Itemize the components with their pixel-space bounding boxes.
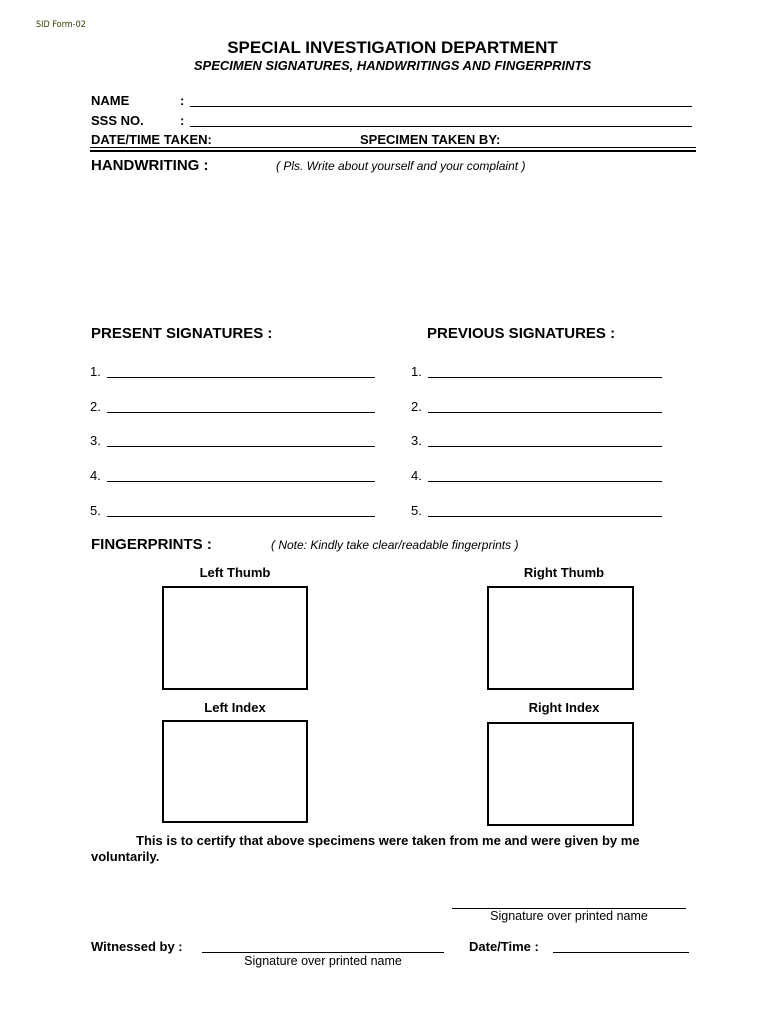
previous-signature-line[interactable] — [428, 446, 662, 447]
previous-sig-num: 4. — [411, 468, 422, 483]
name-field[interactable] — [190, 106, 692, 107]
page-title: SPECIAL INVESTIGATION DEPARTMENT — [227, 38, 558, 57]
previous-sig-num: 5. — [411, 503, 422, 518]
left-thumb-box[interactable] — [162, 586, 308, 690]
witness-caption: Signature over printed name — [244, 954, 402, 968]
present-signature-line[interactable] — [107, 377, 375, 378]
left-thumb-label: Left Thumb — [199, 565, 271, 580]
sss-colon: : — [180, 113, 185, 128]
previous-signature-line[interactable] — [428, 516, 662, 517]
certification-text: This is to certify that above specimens were taken from me and were given by me voluntarily. — [91, 833, 640, 864]
sss-field[interactable] — [190, 126, 692, 127]
previous-sig-num: 2. — [411, 399, 422, 414]
name-label: NAME — [91, 93, 130, 108]
fingerprints-note: ( Note: Kindly take clear/readable fingerprints ) — [271, 538, 519, 552]
witness-signature-line[interactable] — [202, 952, 444, 953]
present-signature-line[interactable] — [107, 481, 375, 482]
present-sig-num: 4. — [90, 468, 101, 483]
present-sig-num: 2. — [90, 399, 101, 414]
sss-label: SSS NO. — [91, 113, 144, 128]
previous-signature-line[interactable] — [428, 377, 662, 378]
previous-sig-num: 1. — [411, 364, 422, 379]
fingerprints-label: FINGERPRINTS : — [91, 536, 212, 553]
witness-label: Witnessed by : — [91, 939, 183, 954]
previous-signatures-label: PREVIOUS SIGNATURES : — [427, 325, 616, 342]
taken-by-label: SPECIMEN TAKEN BY: — [360, 132, 501, 147]
name-colon: : — [180, 93, 185, 108]
previous-signature-line[interactable] — [428, 412, 662, 413]
witness-date-label: Date/Time : — [469, 939, 539, 954]
present-sig-num: 1. — [90, 364, 101, 379]
signatory-caption: Signature over printed name — [490, 909, 648, 923]
left-index-label: Left Index — [204, 700, 266, 715]
present-signature-line[interactable] — [107, 412, 375, 413]
witness-date-field[interactable] — [553, 952, 689, 953]
present-signatures-label: PRESENT SIGNATURES : — [91, 325, 273, 342]
page-subtitle: SPECIMEN SIGNATURES, HANDWRITINGS AND FINGERPRINTS — [193, 58, 592, 73]
present-sig-num: 5. — [90, 503, 101, 518]
right-index-box[interactable] — [487, 722, 634, 826]
handwriting-label: HANDWRITING : — [91, 157, 209, 174]
date-time-label: DATE/TIME TAKEN: — [91, 132, 212, 147]
previous-signature-line[interactable] — [428, 481, 662, 482]
present-signature-line[interactable] — [107, 516, 375, 517]
left-index-box[interactable] — [162, 720, 308, 823]
handwriting-area[interactable] — [91, 180, 696, 310]
handwriting-note: ( Pls. Write about yourself and your complaint ) — [276, 159, 526, 173]
present-sig-num: 3. — [90, 433, 101, 448]
present-signature-line[interactable] — [107, 446, 375, 447]
previous-sig-num: 3. — [411, 433, 422, 448]
right-thumb-label: Right Thumb — [523, 565, 605, 580]
header-divider — [90, 147, 696, 152]
right-thumb-box[interactable] — [487, 586, 634, 690]
form-code: SID Form-02 — [36, 20, 86, 30]
right-index-label: Right Index — [528, 700, 600, 715]
